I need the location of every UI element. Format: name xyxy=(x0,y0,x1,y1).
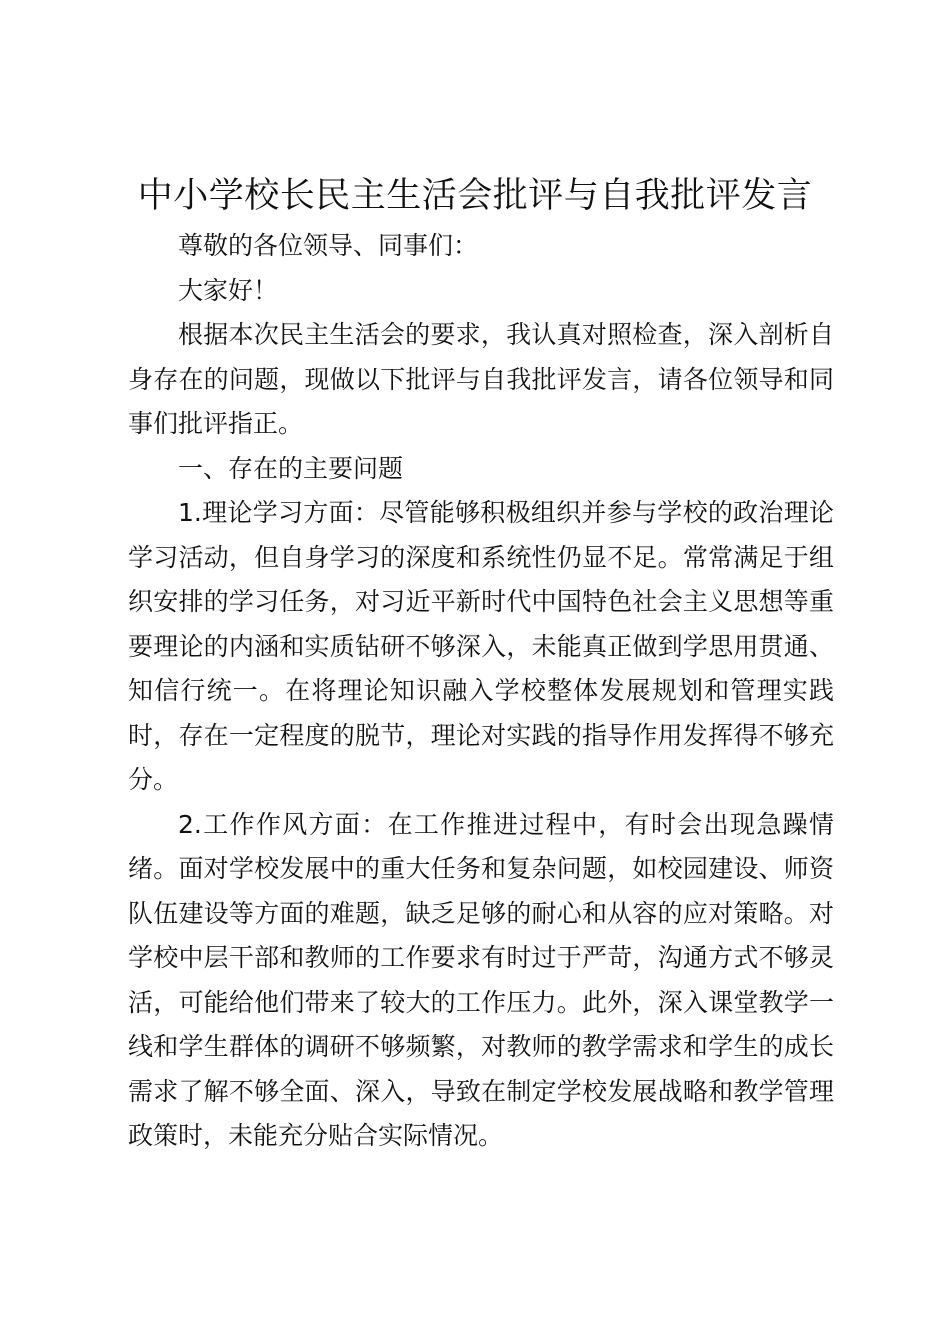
paragraph-work-style: 2.工作作风方面：在工作推进过程中，有时会出现急躁情绪。面对学校发展中的重大任务和复杂问题，如校园建设、师资队伍建设等方面的难题，缺乏足够的耐心和从容的应对策略。对学校中层干部和教师的工作要求有时过于严苛，沟通方式不够灵活，可能给他们带来了较大的工作压力。此外，深入课堂教学一线和学生群体的调研不够频繁，对教师的教学需求和学生的成长需求了解不够全面、深入，导致在制定学校发展战略和教学管理政策时，未能充分贴合实际情况。 xyxy=(128,809,834,1150)
salutation: 尊敬的各位领导、同事们： xyxy=(178,231,479,260)
intro-paragraph: 根据本次民主生活会的要求，我认真对照检查，深入剖析自身存在的问题，现做以下批评与自我批评发言，请各位领导和同事们批评指正。 xyxy=(128,320,834,438)
document-title: 中小学校长民主生活会批评与自我批评发言 xyxy=(137,176,813,216)
paragraph-theory-study: 1.理论学习方面：尽管能够积极组织并参与学校的政治理论学习活动，但自身学习的深度和系统性仍显不足。常常满足于组织安排的学习任务，对习近平新时代中国特色社会主义思想等重要理论的内涵和实质钻研不够深入，未能真正做到学思用贯通、知信行统一。在将理论知识融入学校整体发展规划和管理实践时，存在一定程度的脱节，理论对实践的指导作用发挥得不够充分。 xyxy=(128,498,834,794)
greeting: 大家好！ xyxy=(178,275,279,305)
section-heading: 一、存在的主要问题 xyxy=(178,453,404,483)
document-body xyxy=(128,224,834,1159)
